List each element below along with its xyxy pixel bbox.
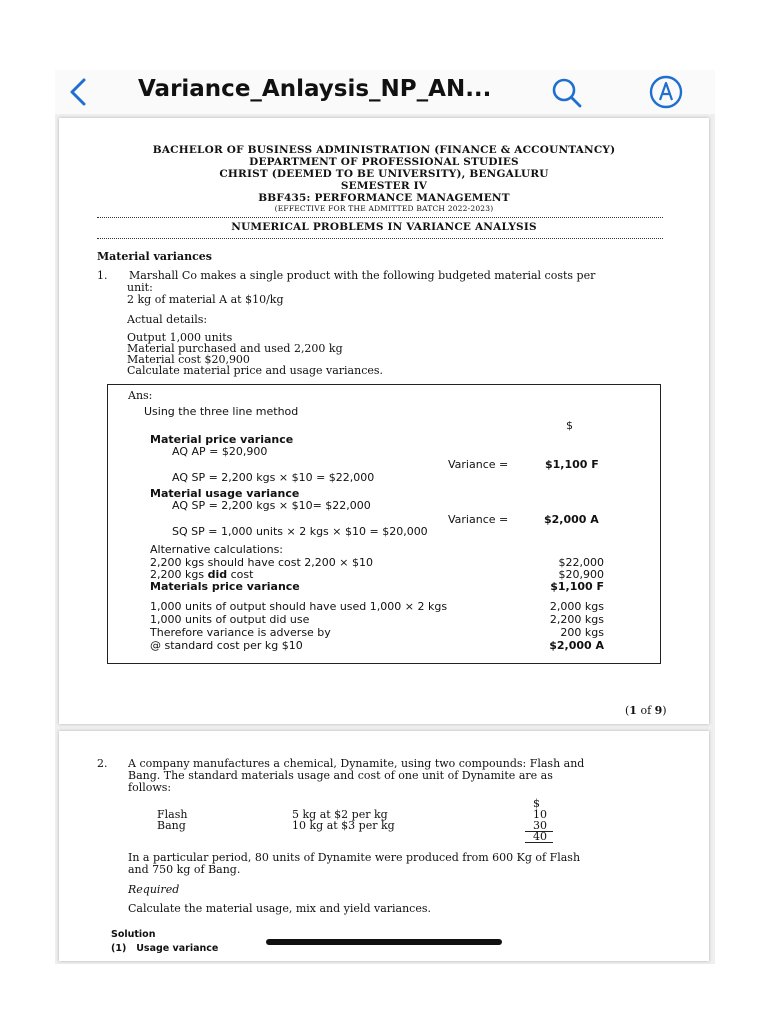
usage-variance-label: (1) Usage variance — [111, 943, 219, 954]
page-number-bold: 1 — [629, 704, 637, 717]
markup-button[interactable] — [648, 74, 684, 110]
task-text: Calculate the material usage, mix and yield variances. — [128, 902, 431, 915]
alt-row-label: 1,000 units of output should have used 1,000 × 2 kgs — [150, 600, 448, 613]
aq-sp-line-2: AQ SP = 2,200 kgs × $10= $22,000 — [172, 499, 371, 512]
alt-row-label: Materials price variance — [150, 580, 300, 593]
alt-row-text: cost — [227, 568, 254, 581]
question-text: Marshall Co makes a single product with the following budgeted material costs per — [129, 269, 596, 282]
total-rule — [525, 842, 553, 843]
alt-row-label: 2,200 kgs should have cost 2,200 × $10 — [150, 556, 374, 569]
price-variance-title: Material price variance — [150, 433, 294, 446]
material-value: 30 — [533, 819, 547, 832]
alt-row-value: 2,200 kgs — [549, 613, 604, 626]
ans-label: Ans: — [128, 389, 153, 402]
question-text: 2 kg of material A at $10/kg — [127, 293, 284, 306]
alt-title: Alternative calculations: — [150, 543, 284, 556]
actual-item: Material purchased and used 2,200 kg — [127, 342, 343, 355]
question-number: 1. — [97, 269, 108, 282]
material-total: 40 — [533, 830, 547, 843]
header-line-4: SEMESTER IV — [340, 180, 428, 192]
section-title: NUMERICAL PROBLEMS IN VARIANCE ANALYSIS — [231, 221, 537, 233]
actual-item: Material cost $20,900 — [127, 353, 250, 366]
question-number: 2. — [97, 757, 108, 770]
did-bold: did — [207, 568, 228, 581]
currency-header: $ — [533, 797, 540, 810]
method-text: Using the three line method — [144, 405, 299, 418]
page-number-bold: 9 — [654, 704, 663, 717]
dotted-divider — [97, 217, 663, 218]
alt-row-value: 2,000 kgs — [549, 600, 604, 613]
dotted-divider — [97, 238, 663, 239]
material-desc: 5 kg at $2 per kg — [292, 808, 388, 821]
back-button[interactable] — [64, 72, 94, 112]
sq-sp-line: SQ SP = 1,000 units × 2 kgs × $10 = $20,000 — [172, 525, 428, 538]
alt-row-value: 200 kgs — [560, 626, 604, 639]
header-line-1: BACHELOR OF BUSINESS ADMINISTRATION (FINANCE & ACCOUNTANCY) — [152, 144, 616, 156]
alt-row-value: $2,000 A — [549, 639, 604, 652]
variance-label: Variance = — [448, 513, 509, 526]
markup-pen-icon — [648, 74, 684, 110]
header-line-6: (EFFECTIVE FOR THE ADMITTED BATCH 2022-2023) — [274, 204, 494, 213]
variance-label: Variance = — [448, 458, 509, 471]
aq-sp-line: AQ SP = 2,200 kgs × $10 = $22,000 — [172, 471, 375, 484]
required-label: Required — [128, 883, 180, 896]
question-text: unit: — [127, 281, 153, 294]
usage-variance-title: Material usage variance — [150, 487, 300, 500]
actual-label: Actual details: — [127, 313, 208, 326]
alt-row-value: $1,100 F — [550, 580, 604, 593]
search-icon — [550, 76, 584, 110]
question-text: A company manufactures a chemical, Dynamite, using two compounds: Flash and — [128, 757, 585, 770]
period-text: and 750 kg of Bang. — [128, 863, 241, 876]
actual-item: Output 1,000 units — [127, 331, 233, 344]
page-number: (1 of 9) — [625, 704, 667, 717]
scroll-handle[interactable] — [266, 939, 502, 945]
header-line-3: CHRIST (DEEMED TO BE UNIVERSITY), BENGALURU — [219, 168, 549, 180]
alt-row-value: $22,000 — [558, 556, 604, 569]
alt-row-value: $20,900 — [558, 568, 604, 581]
material-value: 10 — [533, 808, 547, 821]
header-line-2: DEPARTMENT OF PROFESSIONAL STUDIES — [249, 156, 519, 168]
search-button[interactable] — [550, 76, 584, 110]
header-line-5: BBF435: PERFORMANCE MANAGEMENT — [258, 192, 510, 204]
document-page-2 — [59, 731, 709, 961]
question-text: follows: — [128, 781, 172, 794]
material-name: Bang — [157, 819, 186, 832]
alt-row-label: Therefore variance is adverse by — [150, 626, 331, 639]
material-name: Flash — [157, 808, 188, 821]
subheading: Material variances — [97, 250, 213, 263]
answer-box — [107, 384, 661, 664]
material-desc: 10 kg at $3 per kg — [292, 819, 395, 832]
chevron-left-icon — [64, 72, 94, 112]
currency-header: $ — [566, 419, 573, 432]
usage-variance-value: $2,000 A — [544, 513, 599, 526]
alt-row-label: @ standard cost per kg $10 — [150, 639, 303, 652]
question-text: Bang. The standard materials usage and cost of one unit of Dynamite are as — [128, 769, 553, 782]
alt-row-label: 1,000 units of output did use — [150, 613, 310, 626]
alt-row-text: 2,200 kgs — [150, 568, 208, 581]
document-page-1 — [59, 118, 709, 724]
document-title: Variance_Anlaysis_NP_AN... — [138, 76, 492, 102]
period-text: In a particular period, 80 units of Dynamite were produced from 600 Kg of Flash — [128, 851, 581, 864]
solution-label: Solution — [111, 929, 156, 940]
actual-item: Calculate material price and usage variances. — [127, 364, 384, 377]
aq-ap-line: AQ AP = $20,900 — [172, 445, 268, 458]
price-variance-value: $1,100 F — [545, 458, 599, 471]
